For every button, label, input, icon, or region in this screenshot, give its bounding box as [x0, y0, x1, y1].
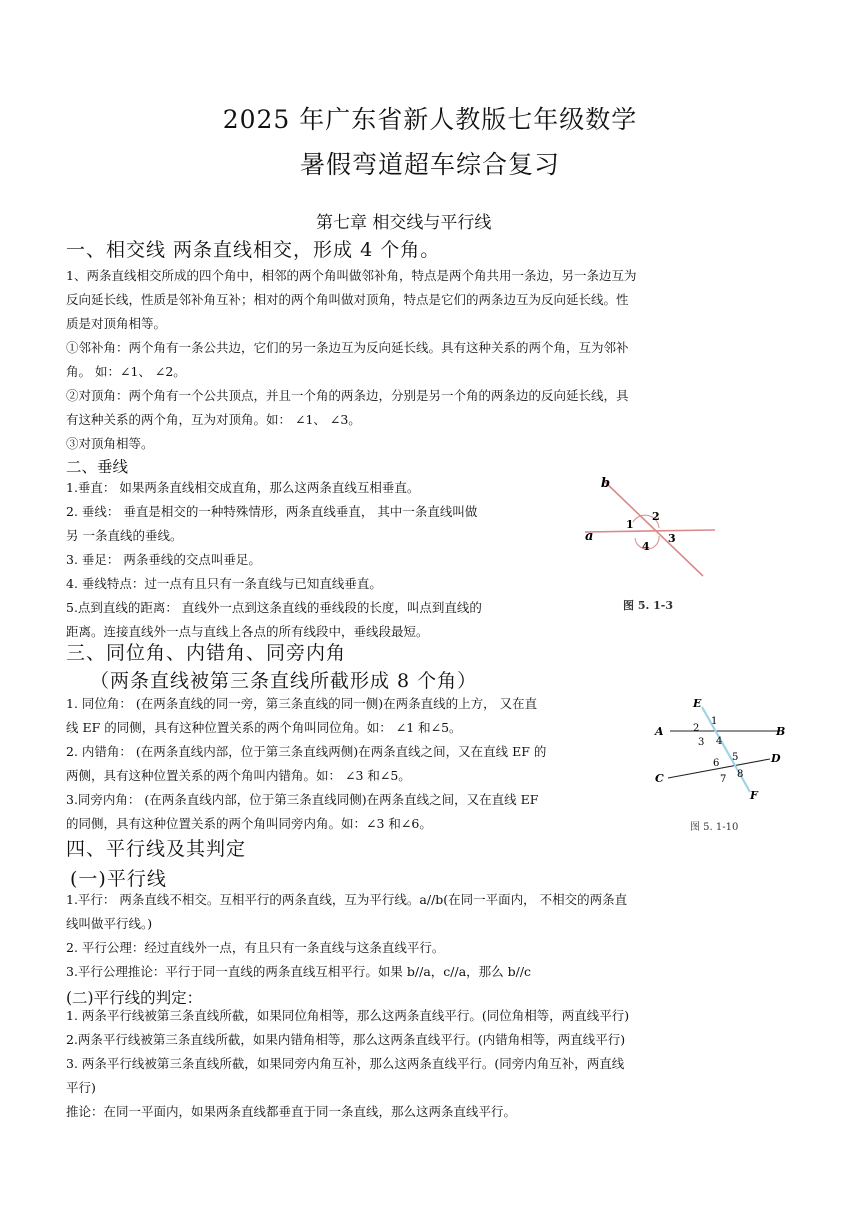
- paragraph-line: ②对顶角：两个角有一个公共顶点，并且一个角的两条边，分别是另一个角的两条边的反向延长线，具: [66, 388, 629, 403]
- paragraph-line: ①邻补角：两个角有一条公共边，它们的另一条边互为反向延长线。具有这种关系的两个角，互为邻补: [66, 340, 629, 355]
- figure-caption: 图 5. 1-10: [690, 822, 739, 833]
- label-F: F: [750, 789, 758, 802]
- paragraph-line: 2. 内错角： (在两条直线内部，位于第三条直线两侧)在两条直线之间，又在直线 EF 的: [66, 744, 547, 759]
- paragraph-line: 有这种关系的两个角，互为对顶角。如： ∠1、 ∠3。: [66, 412, 361, 427]
- paragraph-line: 线叫做平行线。): [66, 916, 153, 931]
- subsection-heading: (一)平行线: [70, 868, 167, 890]
- paragraph-line: 距离。连接直线外一点与直线上各点的所有线段中，垂线段最短。: [66, 624, 429, 639]
- page-subtitle: 暑假弯道超车综合复习: [299, 150, 560, 179]
- label-angle-4: 4: [642, 540, 650, 553]
- section-heading-1: 一、相交线 两条直线相交，形成 4 个角。: [66, 239, 441, 261]
- label-C: C: [655, 772, 664, 785]
- paragraph-line: 1. 两条平行线被第三条直线所截，如果同位角相等，那么这两条直线平行。(同位角相等，两直线平行): [66, 1008, 630, 1023]
- label-a: a: [585, 529, 594, 544]
- figure-caption: 图 5. 1-3: [623, 599, 674, 612]
- paragraph-line: 3.同旁内角： (在两条直线内部，位于第三条直线同侧)在两条直线之间，又在直线 EF: [66, 792, 539, 807]
- paragraph-line: 推论：在同一平面内，如果两条直线都垂直于同一条直线，那么这两条直线平行。: [66, 1104, 517, 1119]
- figure-transversal-lines: [650, 690, 800, 840]
- section-subheading-3: （两条直线被第三条直线所截形成 8 个角）: [90, 670, 478, 692]
- label-angle-6: 6: [713, 758, 720, 769]
- label-angle-5: 5: [732, 752, 739, 763]
- line-b: [603, 480, 703, 576]
- figure-intersecting-lines: [575, 470, 725, 620]
- label-angle-7: 7: [720, 774, 727, 785]
- paragraph-line: 两侧，具有这种位置关系的两个角叫内错角。如： ∠3 和∠5。: [66, 768, 411, 783]
- paragraph-line: 2. 平行公理：经过直线外一点，有且只有一条直线与这条直线平行。: [66, 940, 445, 955]
- label-angle-3: 3: [668, 532, 676, 545]
- line-a: [585, 530, 715, 532]
- paragraph-line: 2.两条平行线被第三条直线所截，如果内错角相等，那么这两条直线平行。(内错角相等，两直线平行): [66, 1032, 626, 1047]
- label-D: D: [771, 752, 781, 765]
- page-title: 2025 年广东省新人教版七年级数学: [222, 105, 638, 134]
- paragraph-line: 1.垂直： 如果两条直线相交成直角，那么这两条直线互相垂直。: [66, 480, 420, 495]
- paragraph-line: 质是对顶角相等。: [66, 316, 167, 331]
- section-heading-3: 三、同位角、内错角、同旁内角: [66, 642, 347, 664]
- paragraph-line: 1.平行： 两条直线不相交。互相平行的两条直线，互为平行线。a//b(在同一平面内， 不相交的两条直: [66, 892, 628, 907]
- paragraph-line: 的同侧，具有这种位置关系的两个角叫同旁内角。如：∠3 和∠6。: [66, 816, 432, 831]
- paragraph-line: 3. 垂足： 两条垂线的交点叫垂足。: [66, 552, 261, 567]
- paragraph-line: 角。 如：∠1、 ∠2。: [66, 364, 186, 379]
- paragraph-line: 另 一条直线的垂线。: [66, 528, 183, 543]
- paragraph-line: 线 EF 的同侧，具有这种位置关系的两个角叫同位角。如： ∠1 和∠5。: [66, 720, 462, 735]
- label-angle-1: 1: [626, 518, 634, 531]
- label-angle-1: 1: [711, 716, 718, 727]
- paragraph-line: 3.平行公理推论：平行于同一直线的两条直线互相平行。如果 b//a，c//a，那么 b//c: [66, 964, 532, 979]
- label-angle-8: 8: [737, 769, 744, 780]
- paragraph-line: 1、两条直线相交所成的四个角中，相邻的两个角叫做邻补角，特点是两个角共用一条边，另一条边互为: [66, 268, 637, 283]
- section-heading-2: 二、垂线: [66, 458, 129, 476]
- label-angle-2: 2: [693, 723, 700, 734]
- paragraph-line: 平行): [66, 1080, 96, 1095]
- paragraph-line: ③对顶角相等。: [66, 436, 154, 451]
- paragraph-line: 3. 两条平行线被第三条直线所截，如果同旁内角互补，那么这两条直线平行。(同旁内角互补，两直线: [66, 1056, 625, 1071]
- section-heading-4: 四、平行线及其判定: [66, 838, 247, 860]
- paragraph-line: 2. 垂线： 垂直是相交的一种特殊情形，两条直线垂直， 其中一条直线叫做: [66, 504, 478, 519]
- label-angle-3: 3: [698, 737, 705, 748]
- subsection-heading: (二)平行线的判定：: [66, 989, 203, 1007]
- label-E: E: [693, 697, 702, 710]
- label-B: B: [776, 725, 786, 738]
- label-A: A: [655, 725, 664, 738]
- label-angle-4: 4: [716, 736, 723, 747]
- label-b: b: [601, 476, 611, 491]
- chapter-title: 第七章 相交线与平行线: [316, 213, 492, 233]
- paragraph-line: 1. 同位角： (在两条直线的同一旁，第三条直线的同一侧)在两条直线的上方， 又在直: [66, 696, 538, 711]
- paragraph-line: 反向延长线，性质是邻补角互补；相对的两个角叫做对顶角，特点是它们的两条边互为反向延长线。性: [66, 292, 629, 307]
- paragraph-line: 4. 垂线特点：过一点有且只有一条直线与已知直线垂直。: [66, 576, 382, 591]
- label-angle-2: 2: [652, 510, 660, 523]
- paragraph-line: 5.点到直线的距离： 直线外一点到这条直线的垂线段的长度，叫点到直线的: [66, 600, 482, 615]
